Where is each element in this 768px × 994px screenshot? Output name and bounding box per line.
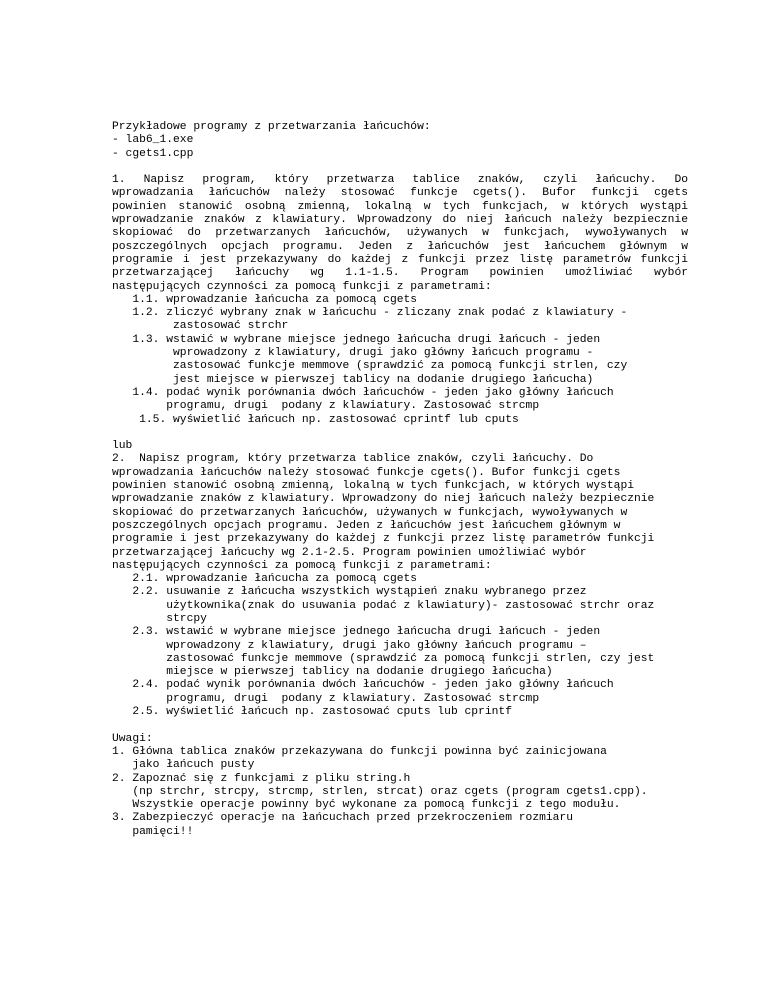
note-2: 2. Zapoznać się z funkcjami z pliku string.h: [112, 772, 411, 785]
task2-text-line: programie i jest przekazywany do każdej z funkcji przez listę parametrów funkcji: [112, 533, 655, 546]
task2-item-2-2-cont: użytkownika(znak do usuwania podać z klawiatury)- zastosować strchr oraz: [112, 599, 655, 612]
note-1-cont: jako łańcuch pusty: [112, 759, 255, 772]
task2-text-line: przetwarzającej łańcuchy wg 2.1-2.5. Program powinien umożliwiać wybór: [112, 546, 587, 559]
example-file-exe: - lab6_1.exe: [112, 134, 194, 147]
task1-text-line: wprowadzanie znaków z klawiatury. Wprowadzony do niej łańcuch należy bezpiecznie: [112, 214, 688, 227]
task1-text-line: wprowadzania łańcuchów należy stosować funkcje cgets(). Bufor funkcji cgets: [112, 187, 688, 200]
task2-text-line: następujących czynności za pomocą funkcji z parametrami:: [112, 559, 492, 572]
task1-item-1-4: 1.4. podać wynik porównania dwóch łańcuchów - jeden jako główny łańcuch: [112, 386, 614, 399]
task1-item-1-5: 1.5. wyświetlić łańcuch np. zastosować cprintf lub cputs: [112, 413, 519, 426]
task2-text-line: 2. Napisz program, który przetwarza tablice znaków, czyli łańcuchy. Do: [112, 453, 594, 466]
task1-item-1-3-cont: jest miejsce w pierwszej tablicy na dodanie drugiego łańcucha): [112, 373, 594, 386]
note-2-cont: (np strchr, strcpy, strcmp, strlen, strcat) oraz cgets (program cgets1.cpp).: [112, 785, 648, 798]
task1-text-line: następujących czynności za pomocą funkcji z parametrami:: [112, 280, 492, 293]
task2-text-line: powinien stanowić osobną zmienną, lokalną w tych funkcjach, w których wystąpi: [112, 480, 635, 493]
task1-item-1-3: 1.3. wstawić w wybrane miejsce jednego łańcucha drugi łańcuch - jeden: [112, 333, 601, 346]
task1-text-line: 1. Napisz program, który przetwarza tablice znaków, czyli łańcuchy. Do: [112, 174, 688, 187]
task2-item-2-3-cont: zastosować funkcje memmove (sprawdzić za pomocą funkcji strlen, czy jest: [112, 652, 655, 665]
document-text: [112, 121, 688, 839]
notes-heading: Uwagi:: [112, 732, 153, 745]
or-label: lub: [112, 440, 133, 453]
task2-text-line: wprowadzanie znaków z klawiatury. Wprowadzony do niej łańcuch należy bezpiecznie: [112, 493, 655, 506]
task2-text-line: wprowadzania łańcuchów należy stosować funkcje cgets(). Bufor funkcji cgets: [112, 466, 621, 479]
task1-item-1-3-cont: zastosować funkcje memmove (sprawdzić za pomocą funkcji strlen, czy: [112, 360, 628, 373]
task2-item-2-3: 2.3. wstawić w wybrane miejsce jednego łańcucha drugi łańcuch - jeden: [112, 626, 601, 639]
task2-item-2-4-cont: programu, drugi podany z klawiatury. Zastosować strcmp: [112, 692, 540, 705]
task1-text-line: powinien stanowić osobną zmienną, lokalną w tych funkcjach, w których wystąpi: [112, 200, 688, 213]
task1-item-1-4-cont: programu, drugi podany z klawiatury. Zastosować strcmp: [112, 400, 540, 413]
task1-item-1-3-cont: wprowadzony z klawiatury, drugi jako główny łańcuch programu -: [112, 347, 594, 360]
example-file-cpp: - cgets1.cpp: [112, 147, 194, 160]
task1-text-line: poszczególnych opcjach programu. Jeden z łańcuchów jest łańcuchem głównym w: [112, 240, 688, 253]
note-3-cont: pamięci!!: [112, 825, 194, 838]
task1-text-line: programie i jest przekazywany do każdej z funkcji przez listę parametrów funkcji: [112, 253, 688, 266]
task2-item-2-2-cont: strcpy: [112, 612, 207, 625]
task2-text-line: skopiować do przetwarzanych łańcuchów, używanych w funkcjach, wywoływanych w: [112, 506, 628, 519]
task2-item-2-3-cont: wprowadzony z klawiatury, drugi jako główny łańcuch programu –: [112, 639, 587, 652]
task1-text-line: przetwarzającej łańcuchy wg 1.1-1.5. Program powinien umożliwiać wybór: [112, 267, 688, 280]
task2-item-2-3-cont: miejsce w pierwszej tablicy na dodanie drugiego łańcucha): [112, 666, 553, 679]
task2-item-2-2: 2.2. usuwanie z łańcucha wszystkich wystąpień znaku wybranego przez: [112, 586, 587, 599]
note-3: 3. Zabezpieczyć operacje na łańcuchach przed przekroczeniem rozmiaru: [112, 812, 573, 825]
intro-heading: Przykładowe programy z przetwarzania łańcuchów:: [112, 121, 431, 133]
task1-item-1-2: 1.2. zliczyć wybrany znak w łańcuchu - zliczany znak podać z klawiatury -: [112, 307, 628, 320]
task2-item-2-1: 2.1. wprowadzanie łańcucha za pomocą cgets: [112, 573, 418, 586]
task2-text-line: poszczególnych opcjach programu. Jeden z łańcuchów jest łańcuchem głównym w: [112, 519, 621, 532]
task1-item-1-2-cont: zastosować strchr: [112, 320, 289, 333]
spacer: [112, 719, 688, 732]
task1-text-line: skopiować do przetwarzanych łańcuchów, używanych w funkcjach, wywoływanych w: [112, 227, 688, 240]
task2-item-2-5: 2.5. wyświetlić łańcuch np. zastosować cputs lub cprintf: [112, 706, 512, 719]
task2-item-2-4: 2.4. podać wynik porównania dwóch łańcuchów - jeden jako główny łańcuch: [112, 679, 614, 692]
note-2-cont: Wszystkie operacje powinny być wykonane za pomocą funkcji z tego modułu.: [112, 799, 621, 812]
note-1: 1. Główna tablica znaków przekazywana do funkcji powinna być zainicjowana: [112, 745, 607, 758]
spacer: [112, 427, 688, 440]
spacer: [112, 161, 688, 174]
task1-item-1-1: 1.1. wprowadzanie łańcucha za pomocą cgets: [112, 293, 418, 306]
